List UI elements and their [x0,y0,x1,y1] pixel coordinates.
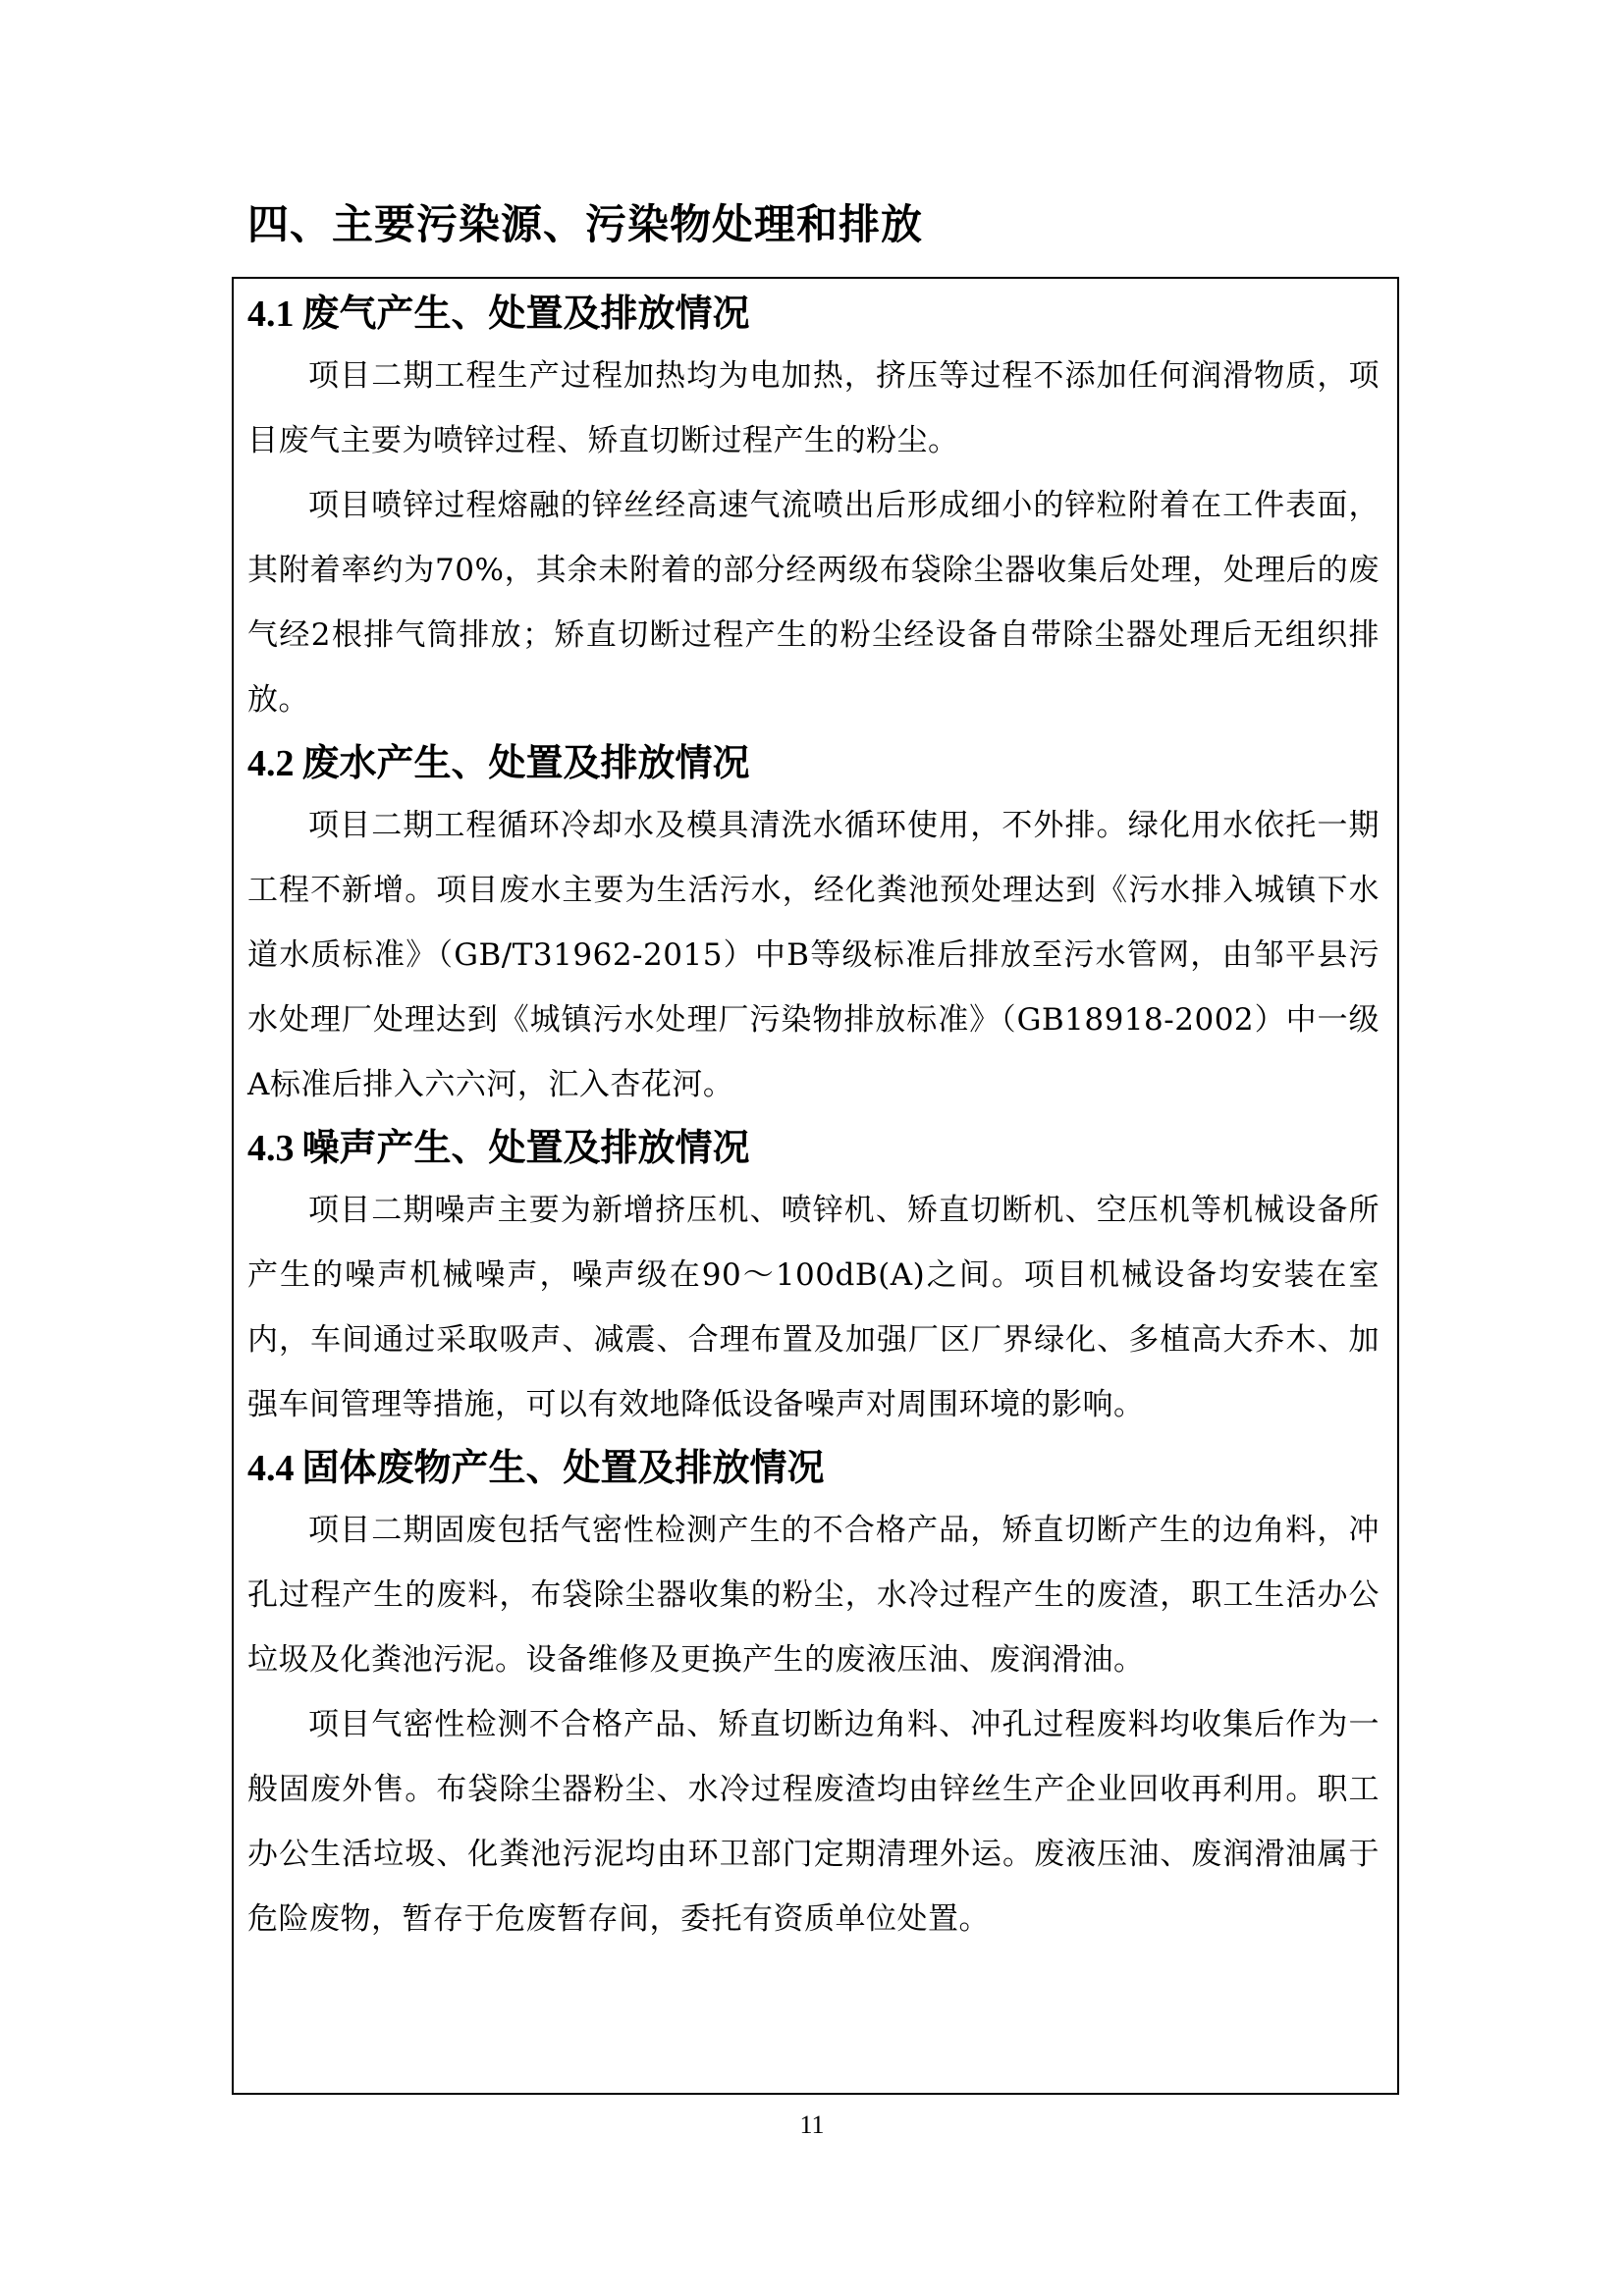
paragraph: 项目二期固废包括气密性检测产生的不合格产品，矫直切断产生的边角料，冲孔过程产生的废料，布袋除尘器收集的粉尘，水冷过程产生的废渣，职工生活办公垃圾及化粪池污泥。设备维修及更换产生的废液压油、废润滑油。 [247,1513,1380,1678]
paragraph: 项目喷锌过程熔融的锌丝经高速气流喷出后形成细小的锌粒附着在工件表面，其附着率约为70%，其余未附着的部分经两级布袋除尘器收集后处理，处理后的废气经2根排气筒排放；矫直切断过程产生的粉尘经设备自带除尘器处理后无组织排放。 [247,488,1380,718]
section-number: 4.4 [247,1448,295,1489]
section-number: 4.3 [247,1128,295,1169]
section-4-4 [247,1437,1380,1951]
chapter-title: 四、主要污染源、污染物处理和排放 [247,200,924,248]
section-title: 废气产生、处置及排放情况 [301,292,750,335]
content-box [232,277,1399,2095]
paragraph: 项目二期工程生产过程加热均为电加热，挤压等过程不添加任何润滑物质，项目废气主要为喷锌过程、矫直切断过程产生的粉尘。 [247,358,1380,458]
paragraph: 项目二期噪声主要为新增挤压机、喷锌机、矫直切断机、空压机等机械设备所产生的噪声机械噪声，噪声级在90～100dB(A)之间。项目机械设备均安装在室内，车间通过采取吸声、减震、合理布置及加强厂区厂界绿化、多植高大乔木、加强车间管理等措施，可以有效地降低设备噪声对周围环境的影响。 [247,1193,1380,1422]
paragraph: 项目气密性检测不合格产品、矫直切断边角料、冲孔过程废料均收集后作为一般固废外售。布袋除尘器粉尘、水冷过程废渣均由锌丝生产企业回收再利用。职工办公生活垃圾、化粪池污泥均由环卫部门定期清理外运。废液压油、废润滑油属于危险废物，暂存于危废暂存间，委托有资质单位处置。 [247,1707,1380,1937]
section-heading [247,1117,1380,1178]
section-4-1 [247,283,1380,732]
section-4-2 [247,732,1380,1117]
section-number: 4.1 [247,294,295,335]
section-heading [247,1437,1380,1498]
section-4-3 [247,1117,1380,1437]
paragraph: 项目二期工程循环冷却水及模具清洗水循环使用，不外排。绿化用水依托一期工程不新增。项目废水主要为生活污水，经化粪池预处理达到《污水排入城镇下水道水质标准》（GB/T31962-2015）中B等级标准后排放至污水管网，由邹平县污水处理厂处理达到《城镇污水处理厂污染物排放标准》（GB18918-2002）中一级A标准后排入六六河，汇入杏花河。 [247,808,1380,1102]
section-title: 噪声产生、处置及排放情况 [301,1126,750,1169]
section-number: 4.2 [247,743,295,784]
section-title: 固体废物产生、处置及排放情况 [301,1446,825,1489]
section-heading [247,283,1380,344]
section-heading [247,732,1380,793]
section-title: 废水产生、处置及排放情况 [301,741,750,784]
page-number: 11 [799,2110,825,2139]
